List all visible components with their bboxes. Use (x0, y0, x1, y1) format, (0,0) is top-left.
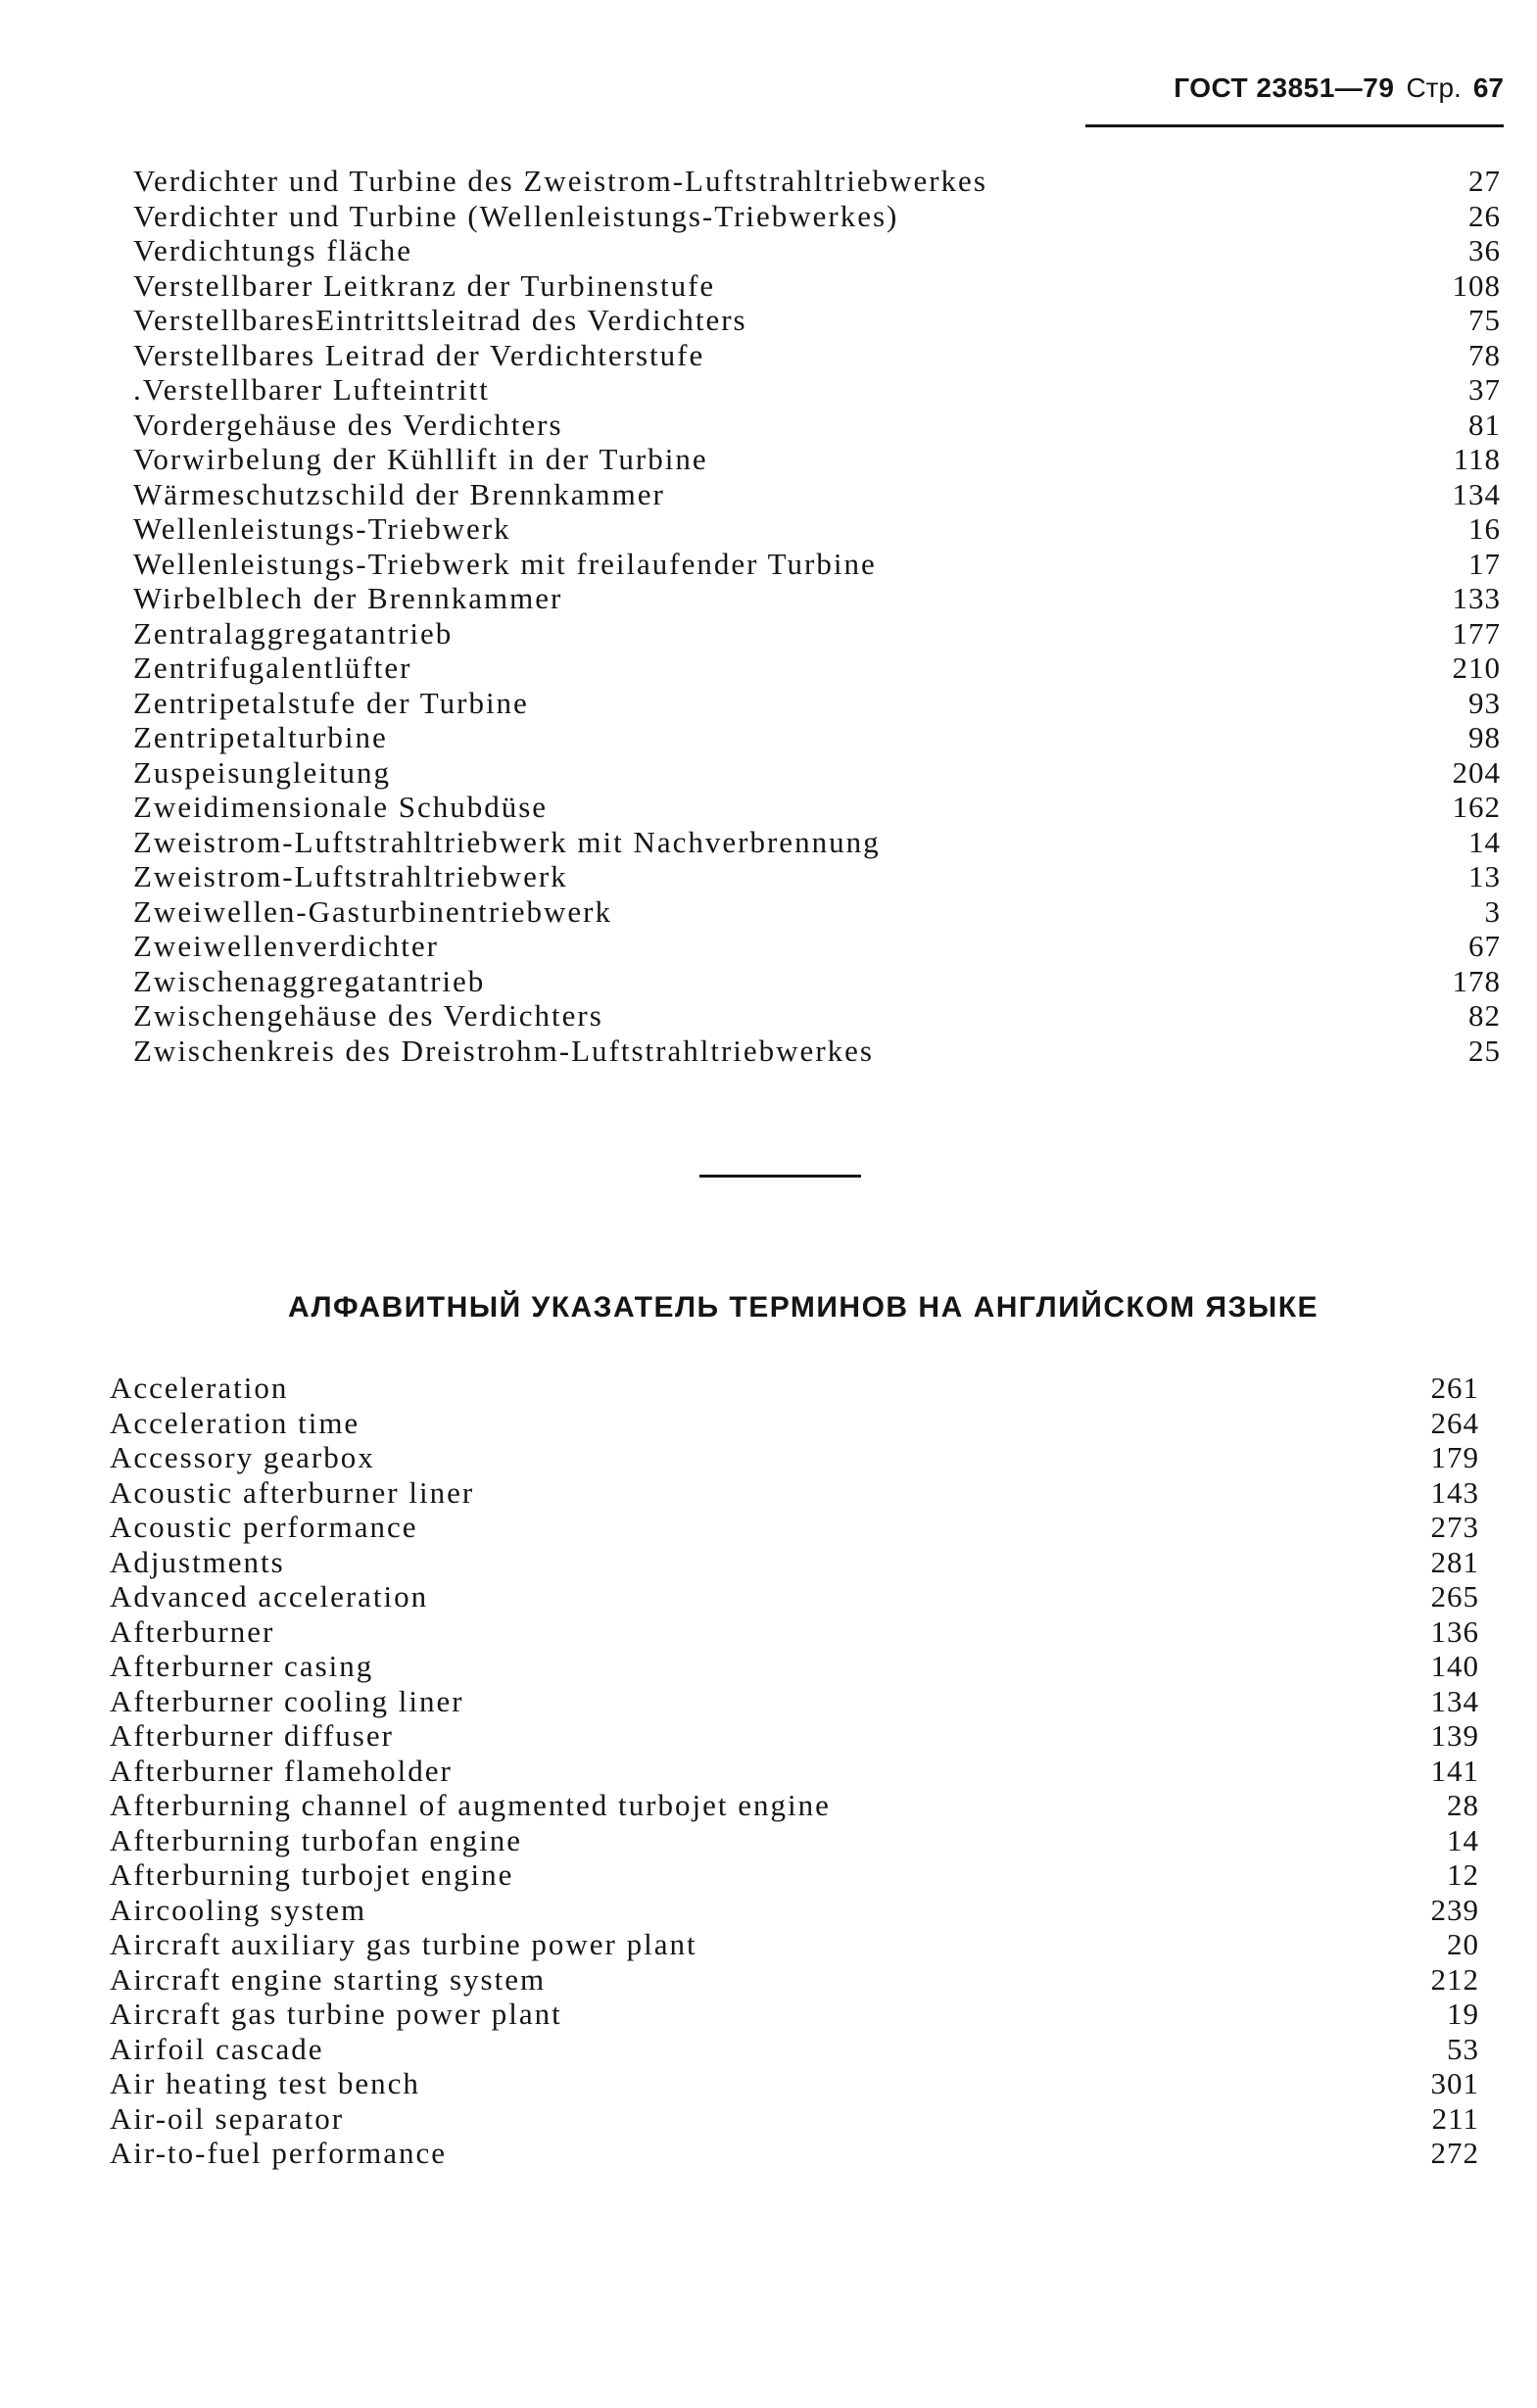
german-index-term-number: 36 (1468, 233, 1501, 267)
german-index-entry (133, 616, 1501, 651)
page-number: 67 (1472, 72, 1504, 103)
english-index-term-number: 134 (1430, 1683, 1479, 1718)
german-index-entry (133, 511, 1501, 547)
german-index-entry (133, 303, 1501, 338)
german-index-entry (133, 686, 1501, 721)
english-index-entry (110, 1788, 1479, 1823)
english-index-term-number: 301 (1430, 2066, 1479, 2100)
german-index-term: Wellenleistungs-Triebwerk mit freilaufender Turbine (133, 546, 877, 581)
german-index-term-number: 118 (1453, 442, 1501, 476)
english-index-term: Advanced acceleration (110, 1579, 429, 1613)
german-index-entry (133, 408, 1501, 443)
english-index-term: Afterburning turbojet engine (110, 1857, 514, 1892)
english-index-term-number: 143 (1430, 1474, 1479, 1510)
english-index-term: Adjustments (110, 1544, 285, 1579)
english-index-entry (110, 1893, 1479, 1928)
german-index-term-number: 14 (1468, 824, 1501, 859)
german-index-term: Verstellbares Leitrad der Verdichterstufe (133, 337, 705, 372)
german-index-term-number: 210 (1452, 650, 1501, 685)
german-index-term-number: 134 (1452, 476, 1501, 511)
german-index-entry (133, 1034, 1501, 1069)
german-index-term-number: 27 (1468, 164, 1501, 198)
english-index-term: Afterburning channel of augmented turbojet engine (110, 1788, 831, 1822)
english-index-entry (110, 1510, 1479, 1545)
german-terms-index (133, 164, 1501, 1068)
german-index-term: Verdichter und Turbine (Wellenleistungs-Triebwerkes) (133, 198, 899, 233)
english-index-term-number: 140 (1430, 1649, 1479, 1683)
german-index-entry (133, 720, 1501, 755)
german-index-entry (133, 790, 1501, 825)
german-index-term: Zwischengehäuse des Verdichters (133, 998, 603, 1033)
german-index-entry (133, 164, 1501, 199)
german-index-term-number: 98 (1468, 720, 1501, 754)
english-index-term-number: 272 (1430, 2136, 1479, 2170)
english-index-entry (110, 1614, 1479, 1650)
german-index-entry (133, 372, 1501, 408)
section-divider (699, 1175, 861, 1178)
english-index-term-number: 139 (1430, 1718, 1479, 1753)
german-index-term: Zweidimensionale Schubdüse (133, 790, 549, 824)
english-index-entry (110, 1371, 1479, 1406)
german-index-term-number: 204 (1452, 754, 1501, 790)
english-index-term-number: 264 (1430, 1405, 1479, 1440)
english-index-term-number: 273 (1430, 1510, 1479, 1544)
german-index-term: Zwischenaggregatantrieb (133, 963, 486, 998)
english-index-entry (110, 1579, 1479, 1614)
german-index-term-number: 178 (1452, 963, 1501, 998)
english-index-entry (110, 2066, 1479, 2101)
german-index-term-number: 13 (1468, 859, 1501, 893)
english-terms-index (110, 1371, 1479, 2171)
german-index-entry (133, 964, 1501, 999)
german-index-term-number: 75 (1468, 303, 1501, 337)
german-index-entry (133, 755, 1501, 791)
english-index-term: Acoustic performance (110, 1510, 418, 1544)
german-index-term: Zentripetalstufe der Turbine (133, 685, 529, 720)
header-rule (1085, 124, 1504, 127)
german-index-term: Zweiwellenverdichter (133, 929, 439, 963)
english-index-term: Afterburner flameholder (110, 1753, 453, 1788)
german-index-term: Zweiwellen-Gasturbinentriebwerk (133, 893, 612, 929)
english-index-entry (110, 1997, 1479, 2032)
german-index-term: Wärmeschutzschild der Brennkammer (133, 476, 665, 511)
english-index-term-number: 239 (1430, 1892, 1479, 1927)
german-index-entry (133, 825, 1501, 860)
english-index-term: Air-to-fuel performance (110, 2136, 448, 2170)
german-index-term-number: 17 (1468, 546, 1501, 581)
german-index-term-number: 78 (1468, 337, 1501, 372)
german-index-entry (133, 268, 1501, 304)
german-index-entry (133, 477, 1501, 512)
english-index-term: Air heating test bench (110, 2066, 420, 2100)
english-index-term: Airfoil cascade (110, 2031, 324, 2066)
english-index-term: Afterburner casing (110, 1649, 374, 1683)
german-index-term-number: 162 (1452, 790, 1501, 824)
german-index-term: VerstellbaresEintrittsleitrad des Verdichters (133, 303, 747, 337)
english-index-term-number: 281 (1430, 1544, 1479, 1579)
english-index-term: Air-oil separator (110, 2100, 345, 2136)
english-index-term: Afterburner cooling liner (110, 1683, 464, 1718)
english-index-entry (110, 2101, 1479, 2137)
german-index-term: Zweistrom-Luftstrahltriebwerk mit Nachverbrennung (133, 824, 881, 859)
english-index-term-number: 19 (1447, 1997, 1479, 2031)
german-index-term: Vorwirbelung der Kühllift in der Turbine (133, 442, 708, 476)
english-index-entry (110, 2032, 1479, 2067)
german-index-term: Zuspeisungleitung (133, 754, 392, 790)
german-index-term: Zwischenkreis des Dreistrohm-Luftstrahltriebwerkes (133, 1033, 874, 1068)
english-index-term: Afterburning turbofan engine (110, 1822, 522, 1857)
german-index-term: Verdichter und Turbine des Zweistrom-Luftstrahltriebwerkes (133, 164, 987, 198)
english-index-term-number: 20 (1447, 1927, 1479, 1961)
german-index-term: Zentripetalturbine (133, 720, 388, 754)
german-index-term-number: 26 (1468, 198, 1501, 233)
english-index-entry (110, 1545, 1479, 1580)
german-index-entry (133, 581, 1501, 616)
english-index-entry (110, 1927, 1479, 1962)
german-index-entry (133, 929, 1501, 964)
german-index-entry (133, 199, 1501, 234)
english-index-entry (110, 1406, 1479, 1441)
english-index-term-number: 53 (1447, 2031, 1479, 2066)
german-index-term-number: 82 (1468, 998, 1501, 1033)
standard-number: ГОСТ 23851—79 (1174, 72, 1395, 103)
english-index-term-number: 265 (1430, 1579, 1479, 1613)
german-index-term-number: 16 (1468, 511, 1501, 546)
english-index-term-number: 14 (1447, 1822, 1479, 1857)
english-index-entry (110, 1718, 1479, 1754)
german-index-term-number: 25 (1468, 1033, 1501, 1068)
page-header (1085, 72, 1504, 104)
german-index-term-number: 108 (1452, 267, 1501, 303)
german-index-term: Zentralaggregatantrieb (133, 615, 454, 650)
english-index-term: Aircraft engine starting system (110, 1961, 547, 1997)
german-index-entry (133, 650, 1501, 686)
german-index-term: .Verstellbarer Lufteintritt (133, 372, 490, 407)
german-index-term-number: 81 (1468, 407, 1501, 442)
german-index-term: Wirbelblech der Brennkammer (133, 581, 563, 615)
page-label: Стр. (1406, 72, 1462, 103)
english-index-entry (110, 1962, 1479, 1998)
german-index-term-number: 3 (1484, 893, 1501, 929)
german-index-term: Vordergehäuse des Verdichters (133, 407, 563, 442)
german-index-entry (133, 894, 1501, 930)
german-index-term: Verstellbarer Leitkranz der Turbinenstufe (133, 267, 716, 303)
english-index-term: Acoustic afterburner liner (110, 1474, 475, 1510)
english-index-term: Accessory gearbox (110, 1440, 375, 1474)
english-index-term-number: 12 (1447, 1857, 1479, 1892)
german-index-entry (133, 998, 1501, 1034)
german-index-term-number: 37 (1468, 372, 1501, 407)
german-index-term: Wellenleistungs-Triebwerk (133, 511, 511, 546)
english-index-term: Acceleration time (110, 1405, 360, 1440)
english-index-term: Afterburner (110, 1613, 275, 1649)
english-index-entry (110, 1649, 1479, 1684)
english-index-entry (110, 2136, 1479, 2171)
english-index-term-number: 141 (1430, 1753, 1479, 1788)
english-index-term: Acceleration (110, 1371, 289, 1405)
german-index-term-number: 133 (1452, 581, 1501, 615)
german-index-term-number: 177 (1452, 615, 1501, 650)
english-index-entry (110, 1475, 1479, 1511)
german-index-entry (133, 442, 1501, 477)
english-index-term-number: 136 (1430, 1613, 1479, 1649)
english-index-term: Aircraft auxiliary gas turbine power plant (110, 1927, 697, 1961)
german-index-entry (133, 547, 1501, 582)
english-index-entry (110, 1684, 1479, 1719)
german-index-entry (133, 859, 1501, 894)
english-index-term-number: 261 (1430, 1371, 1479, 1405)
german-index-entry (133, 338, 1501, 373)
english-index-entry (110, 1823, 1479, 1858)
german-index-term: Zweistrom-Luftstrahltriebwerk (133, 859, 568, 893)
english-index-term-number: 212 (1430, 1961, 1479, 1997)
english-index-term: Afterburner diffuser (110, 1718, 394, 1753)
english-index-entry (110, 1754, 1479, 1789)
english-index-term-number: 28 (1447, 1788, 1479, 1822)
english-index-term-number: 179 (1430, 1440, 1479, 1474)
english-index-entry (110, 1857, 1479, 1893)
english-index-heading: АЛФАВИТНЫЙ УКАЗАТЕЛЬ ТЕРМИНОВ НА АНГЛИЙСКОМ ЯЗЫКЕ (287, 1291, 1320, 1324)
english-index-term: Aircraft gas turbine power plant (110, 1997, 562, 2031)
english-index-term-number: 211 (1431, 2100, 1479, 2136)
german-index-term-number: 93 (1468, 685, 1501, 720)
english-index-entry (110, 1440, 1479, 1475)
german-index-term-number: 67 (1468, 929, 1501, 963)
german-index-entry (133, 233, 1501, 268)
german-index-term: Verdichtungs fläche (133, 233, 413, 267)
english-index-term: Aircooling system (110, 1892, 367, 1927)
german-index-term: Zentrifugalentlüfter (133, 650, 412, 685)
